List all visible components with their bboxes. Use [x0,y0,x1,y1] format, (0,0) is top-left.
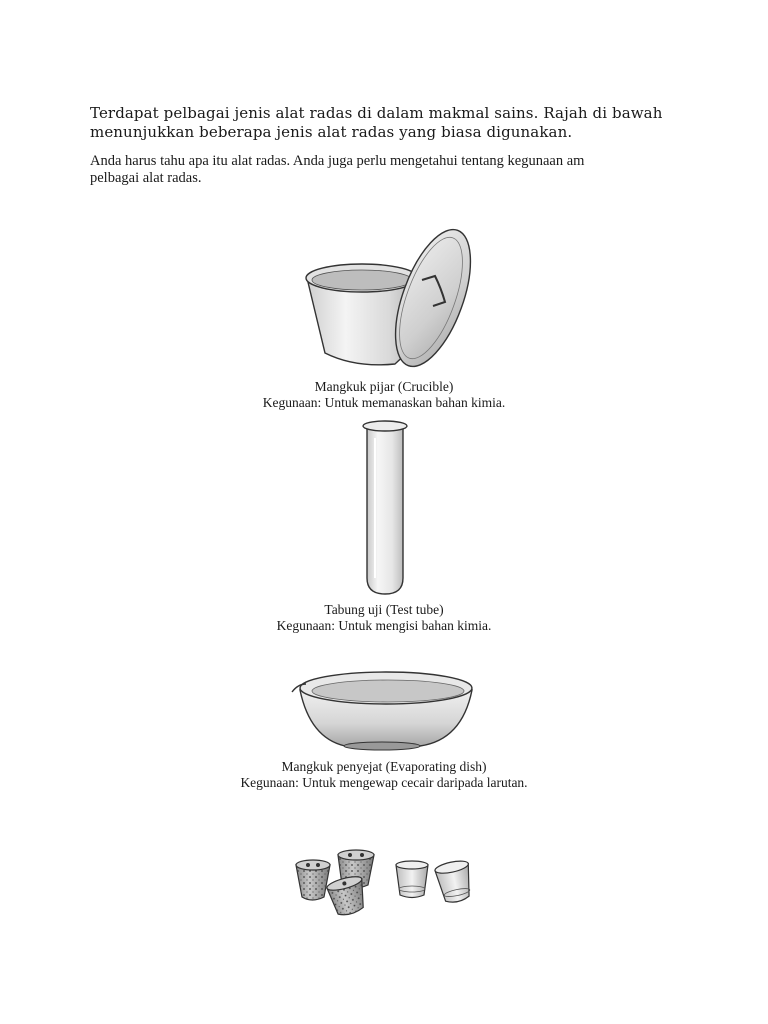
second-paragraph-line-2: pelbagai alat radas. [90,170,202,186]
crucible-with-lid-icon [285,218,475,378]
test-tube-icon [355,418,415,598]
second-paragraph [90,153,710,187]
second-paragraph-line-1: Anda harus tahu apa itu alat radas. Anda juga perlu mengetahui tentang kegunaan am [90,153,585,169]
crucible-name: Mangkuk pijar (Crucible) [314,379,454,394]
rubber-stoppers-icon [290,845,480,925]
test-tube-name: Tabung uji (Test tube) [324,602,444,617]
test-tube-usage: Kegunaan: Untuk mengisi bahan kimia. [276,618,492,633]
intro-paragraph [90,104,710,142]
evaporating-dish-caption [0,759,768,791]
intro-line-2: menunjukkan beberapa jenis alat radas yang biasa digunakan. [90,123,573,141]
intro-line-1: Terdapat pelbagai jenis alat radas di dalam makmal sains. Rajah di bawah [90,104,663,122]
evaporating-dish-name: Mangkuk penyejat (Evaporating dish) [281,759,487,774]
crucible-usage: Kegunaan: Untuk memanaskan bahan kimia. [262,395,506,410]
evaporating-dish-icon [290,660,480,755]
evaporating-dish-usage: Kegunaan: Untuk mengewap cecair daripada larutan. [240,775,528,790]
test-tube-caption [0,602,768,634]
crucible-caption [0,379,768,411]
